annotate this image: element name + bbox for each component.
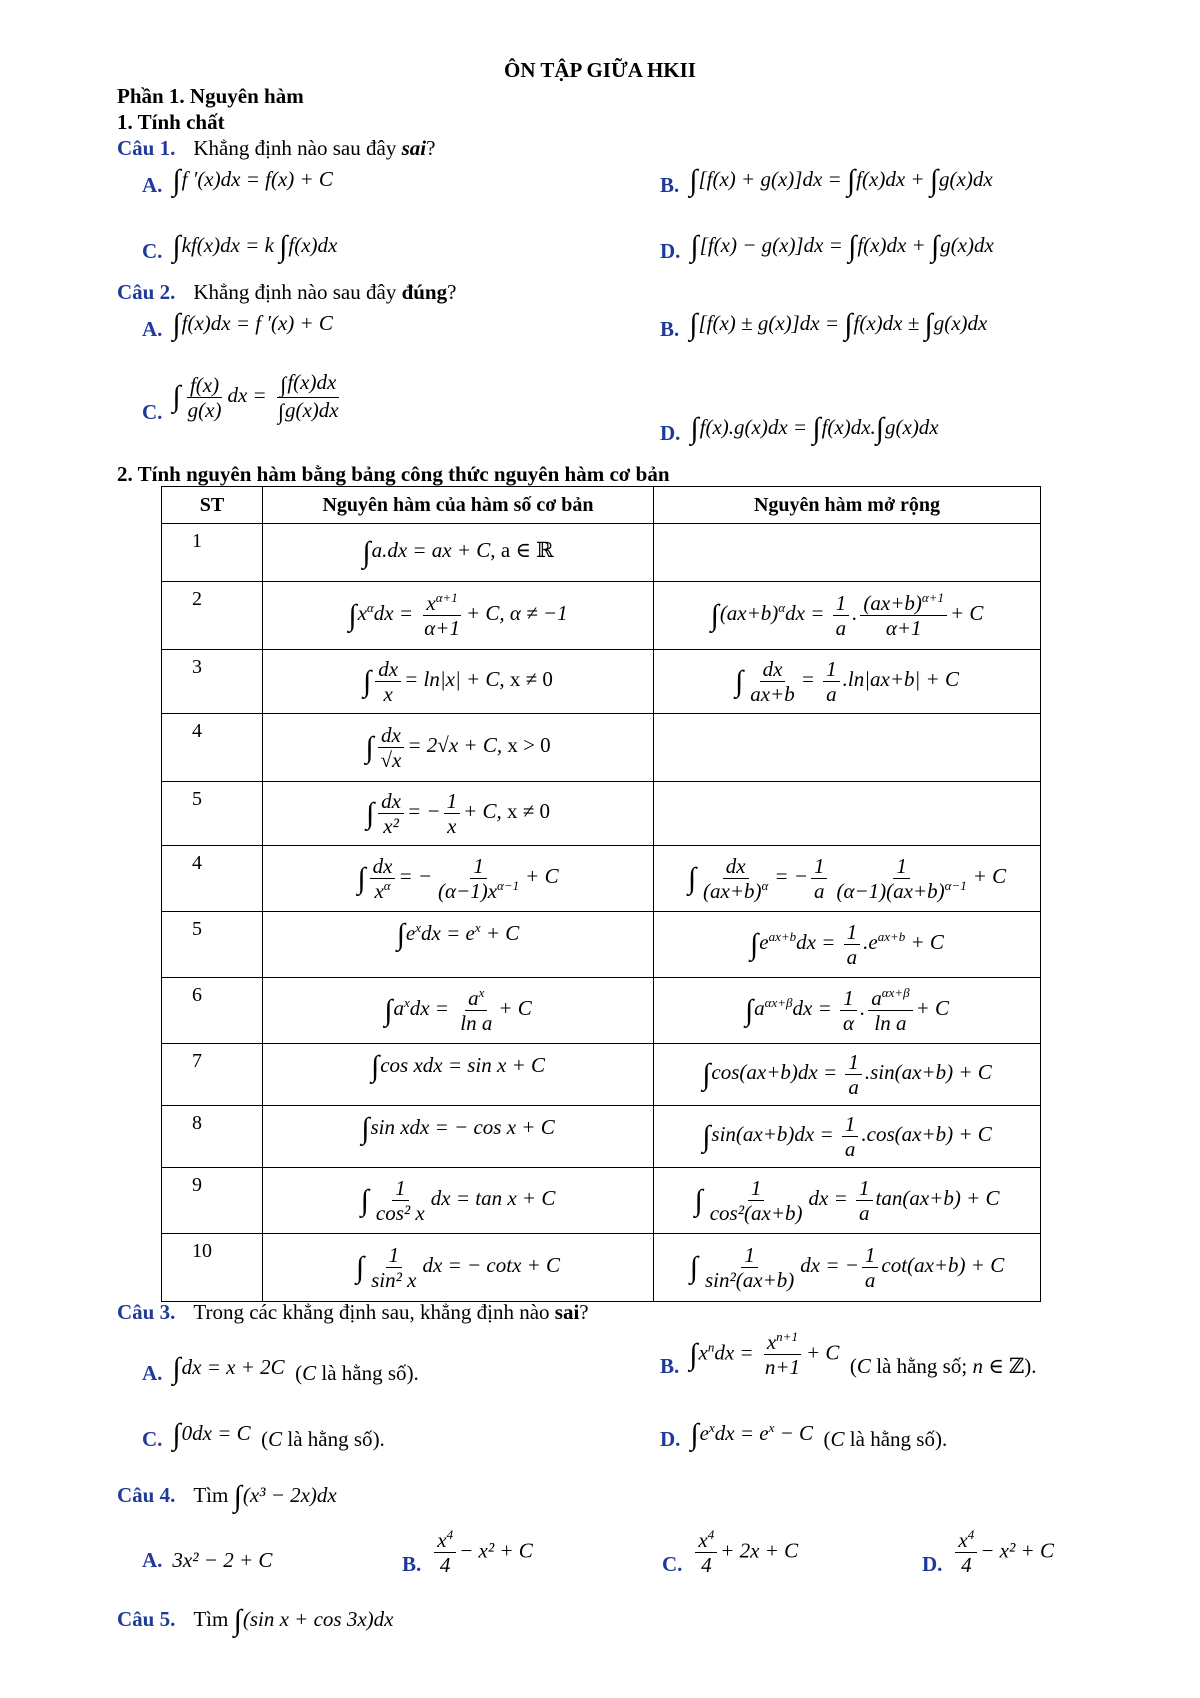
table-row: 9 ∫ $\frac{1}{\text{cos² x}}$ dx = tan x + C ∫ $\frac{1}{\text{cos²(ax+b)}}$ dx = $\frac{1}{a}$ tan(ax+b) + C (162, 1168, 1041, 1234)
option-letter: A. (142, 1361, 163, 1385)
table-row: 1 ∫a.dx = ax + C, a ∈ ℝ (162, 524, 1041, 582)
table-row: 3 ∫ $\frac{dx}{x}$ = ln|x| + C, x ≠ 0 ∫ $\frac{dx}{ax+b}$ = $\frac{1}{a}$ .ln|ax+b| + C (162, 650, 1041, 714)
table-row: 8 ∫sin xdx = − cos x + C ∫sin(ax+b)dx = $\frac{1}{a}$ .cos(ax+b) + C (162, 1106, 1041, 1168)
question-label: Câu 5. (117, 1606, 176, 1631)
const-note: là hằng số (849, 1427, 935, 1451)
q1-option-d[interactable]: D. ∫[f(x) − g(x)]dx = ∫f(x)dx + ∫g(x)dx (660, 230, 994, 263)
part-heading: Phần 1. Nguyên hàm (117, 84, 304, 108)
option-letter: D. (660, 1427, 681, 1451)
table-row: 5 ∫ $\frac{dx}{\text{x²}}$ = − $\frac{1}{x}$ + C, x ≠ 0 (162, 782, 1041, 846)
row-number: 4 (162, 714, 263, 782)
question-text: ? (579, 1300, 589, 1324)
q1-option-a[interactable]: A. ∫f ′(x)dx = f(x) + C (142, 164, 333, 197)
q4-option-c[interactable]: C. $\frac{x^4}{4}$ + 2x + C (662, 1527, 799, 1578)
question-label: Câu 3. (117, 1300, 176, 1324)
question-text: ? (426, 136, 436, 160)
question-text: Khẳng định nào sau đây (193, 136, 402, 160)
table-header: ST (162, 487, 263, 524)
table-row: 4 ∫ $\frac{dx}{x^\alpha}$ = − $\frac{1}{(\alpha-1)x^{\alpha-1}}$ + C ∫ $\frac{dx}{(ax+b)^\alpha}$ = − $\frac{1}{a}$ $\frac{1}{(\alpha-1)(ax+b)^{\alpha-1}}$ + C (162, 846, 1041, 912)
row-number: 6 (162, 978, 263, 1044)
option-letter: C. (142, 1427, 163, 1451)
row-number: 10 (162, 1234, 263, 1302)
question-5: Câu 5. Tìm ∫(sin x + cos 3x)dx (117, 1604, 394, 1637)
row-number: 2 (162, 582, 263, 650)
q3-option-a[interactable]: A. ∫dx = x + 2C (C là hằng số). (142, 1352, 419, 1385)
option-letter: A. (142, 1548, 163, 1572)
option-letter: C. (662, 1552, 683, 1577)
option-letter: A. (142, 173, 163, 197)
option-letter: C. (142, 399, 163, 424)
q3-option-b[interactable]: B. $\int x^ndx$ = $\frac{x^{n+1}}{n+1}$ + C (C là hằng số; n ∈ ℤ). (660, 1329, 1037, 1380)
option-letter: D. (660, 421, 681, 445)
integral-table (161, 486, 1041, 1302)
option-letter: C. (142, 239, 163, 263)
row-number: 7 (162, 1044, 263, 1106)
table-row: 7 ∫cos xdx = sin x + C ∫cos(ax+b)dx = $\frac{1}{a}$ .sin(ax+b) + C (162, 1044, 1041, 1106)
row-number: 5 (162, 782, 263, 846)
q2-option-c[interactable]: C. ∫ $\frac{f(x)}{g(x)}$ dx = $\frac{\int f(x)dx}{\int g(x)dx}$ (142, 370, 339, 425)
q4-option-b[interactable]: B. $\frac{x^4}{4}$ − x² + C (402, 1527, 533, 1578)
question-2 (117, 280, 456, 305)
option-letter: B. (660, 1354, 680, 1379)
table-row: 5 $\int e^xdx = e^x + C$ $\int e^{ax+b}dx$ = $\frac{1}{a}$ $.e^{ax+b} + C$ (162, 912, 1041, 978)
question-emphasis: sai (401, 136, 427, 160)
option-letter: B. (402, 1552, 422, 1577)
row-number: 9 (162, 1168, 263, 1234)
q2-option-a[interactable]: A. ∫f(x)dx = f ′(x) + C (142, 308, 333, 341)
table-row: 4 ∫ $\frac{dx}{√x}$ = 2√x + C, x > 0 (162, 714, 1041, 782)
question-label: Câu 1. (117, 136, 176, 160)
row-number: 1 (162, 524, 263, 582)
q4-option-d[interactable]: D. $\frac{x^4}{4}$ − x² + C (922, 1527, 1054, 1578)
question-text: Trong các khẳng định sau, khẳng định nào (193, 1300, 555, 1324)
question-3 (117, 1300, 589, 1325)
q3-option-d[interactable]: D. $\int e^xdx = e^x - C$ (C là hằng số). (660, 1418, 948, 1451)
q2-option-d[interactable]: D. ∫f(x).g(x)dx = ∫f(x)dx.∫g(x)dx (660, 412, 939, 445)
const-note: là hằng số (321, 1361, 407, 1385)
table-header: Nguyên hàm mở rộng (654, 487, 1041, 524)
q1-option-b[interactable]: B. ∫[f(x) + g(x)]dx = ∫f(x)dx + ∫g(x)dx (660, 164, 993, 197)
question-text: Khẳng định nào sau đây (193, 280, 402, 304)
question-emphasis: sai (554, 1300, 580, 1324)
const-note: là hằng số (876, 1354, 962, 1379)
question-label: Câu 2. (117, 280, 176, 304)
option-letter: B. (660, 317, 680, 341)
row-number: 8 (162, 1106, 263, 1168)
section-heading-2: 2. Tính nguyên hàm bằng bảng công thức nguyên hàm cơ bản (117, 462, 670, 486)
option-letter: D. (922, 1552, 943, 1577)
row-number: 4 (162, 846, 263, 912)
option-letter: A. (142, 317, 163, 341)
question-text: ? (447, 280, 457, 304)
q1-option-c[interactable]: C. ∫kf(x)dx = k ∫f(x)dx (142, 230, 338, 263)
table-row: 2 $\int x^\alpha dx$ = $\frac{x^{\alpha+1}}{\alpha+1}$ + C, α ≠ −1 $\int(ax+b)^\alpha dx$ = $\frac{1}{a}$ . $\frac{(ax+b)^{\alpha+1}}{\alpha+1}$ + C (162, 582, 1041, 650)
option-letter: B. (660, 173, 680, 197)
q2-option-b[interactable]: B. ∫[f(x) ± g(x)]dx = ∫f(x)dx ± ∫g(x)dx (660, 308, 988, 341)
table-header: Nguyên hàm của hàm số cơ bản (263, 487, 654, 524)
row-number: 3 (162, 650, 263, 714)
q4-option-a[interactable]: A. 3x² − 2 + C (142, 1548, 273, 1572)
section-heading-1: 1. Tính chất (117, 110, 225, 134)
question-text: Tìm (193, 1482, 229, 1507)
option-letter: D. (660, 239, 681, 263)
row-number: 5 (162, 912, 263, 978)
table-row: 10 ∫ $\frac{1}{\text{sin² x}}$ dx = − cotx + C ∫ $\frac{1}{\text{sin²(ax+b)}}$ dx = − $\frac{1}{a}$ cot(ax+b) + C (162, 1234, 1041, 1302)
table-row: 6 $\int a^xdx$ = $\frac{a^x}{\text{ln a}}$ + C $\int a^{\alpha x+\beta}dx$ = $\frac{1}{\alpha}$ . $\frac{a^{\alpha x+\beta}}{\text{ln a}}$ + C (162, 978, 1041, 1044)
question-1 (117, 136, 435, 161)
question-label: Câu 4. (117, 1482, 176, 1507)
q3-option-c[interactable]: C. ∫0dx = C (C là hằng số). (142, 1418, 385, 1451)
question-4: Câu 4. Tìm ∫(x³ − 2x)dx (117, 1480, 337, 1513)
question-text: Tìm (193, 1606, 229, 1631)
page-title: ÔN TẬP GIỮA HKII (504, 58, 696, 82)
const-note: là hằng số (287, 1427, 373, 1451)
question-emphasis: đúng (401, 280, 448, 304)
